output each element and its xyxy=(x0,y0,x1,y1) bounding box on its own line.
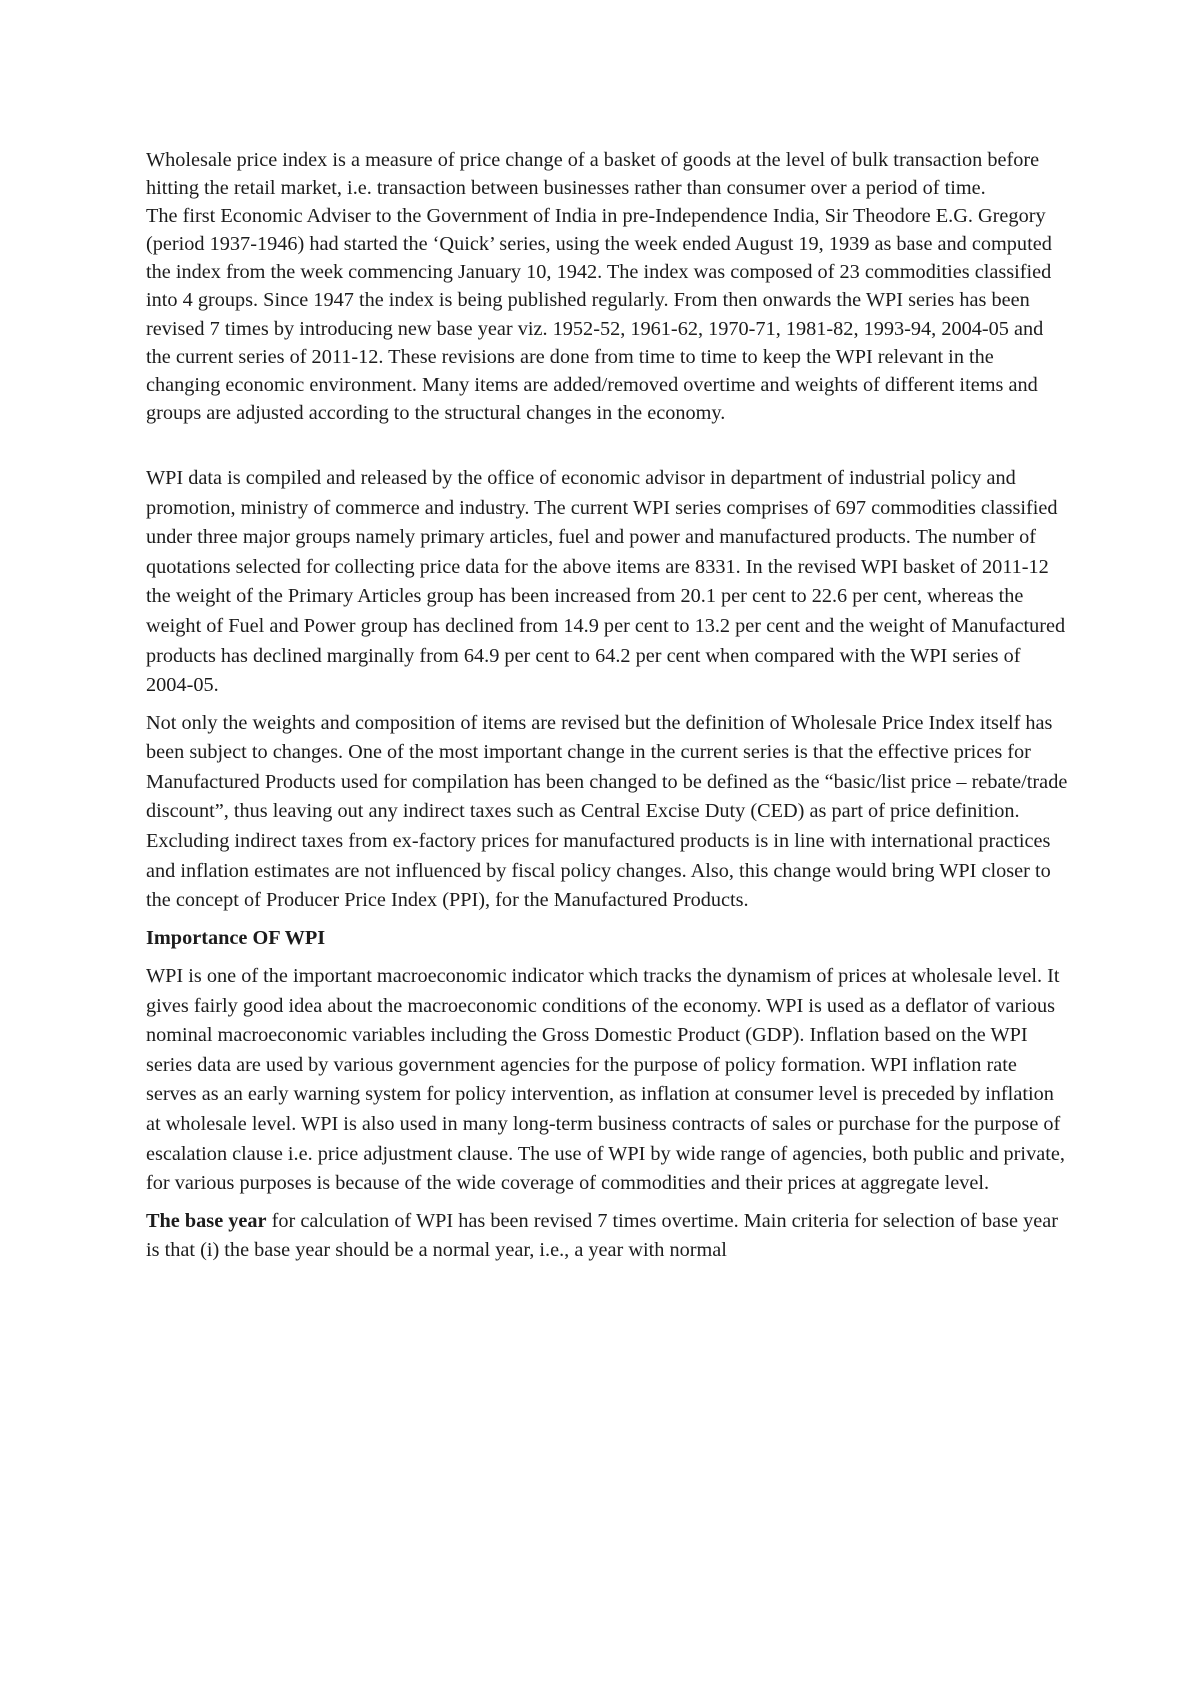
paragraph-wpi-definition: Wholesale price index is a measure of price change of a basket of goods at the level of bulk transaction before hitting the retail market, i.e. transaction between businesses rather than consumer over a period of time. xyxy=(146,149,1040,200)
paragraph-wpi-definition-changes: Not only the weights and composition of items are revised but the definition of Wholesale Price Index itself has been subject to changes. One of the most important change in the current series is that the effective prices for Manufactured Products used for compilation has been changed to be defined as the “basic/list price – rebate/trade discount”, thus leaving out any indirect taxes such as Central Excise Duty (CED) as part of price definition. Excluding indirect taxes from ex-factory prices for manufactured products is in line with international practices and inflation estimates are not influenced by fiscal policy changes. Also, this change would bring WPI closer to the concept of Producer Price Index (PPI), for the Manufactured Products. xyxy=(146,711,1068,912)
base-year-lead: The base year xyxy=(146,1209,267,1232)
section-heading-importance: Importance OF WPI xyxy=(146,926,326,949)
paragraph-base-year xyxy=(146,1207,1068,1266)
paragraph-wpi-history: The first Economic Adviser to the Government of India in pre-Independence India, Sir Theodore E.G. Gregory (period 1937-1946) had started the ‘Quick’ series, using the week ended August 19, 1939 as base and computed the index from the week commencing January 10, 1942. The index was composed of 23 commodities classified into 4 groups. Since 1947 the index is being published regularly. From then onwards the WPI series has been revised 7 times by introducing new base year viz. 1952-52, 1961-62, 1970-71, 1981-82, 1993-94, 2004-05 and the current series of 2011-12. These revisions are done from time to time to keep the WPI relevant in the changing economic environment. Many items are added/removed overtime and weights of different items and groups are adjusted according to the structural changes in the economy. xyxy=(146,205,1052,424)
document-body xyxy=(146,146,1068,1266)
base-year-text: for calculation of WPI has been revised 7 times overtime. Main criteria for selection of base year is that (i) the base year should be a normal year, i.e., a year with normal xyxy=(146,1209,1058,1262)
paragraph-wpi-compilation: WPI data is compiled and released by the office of economic advisor in department of industrial policy and promotion, ministry of commerce and industry. The current WPI series comprises of 697 commodities classified under three major groups namely primary articles, fuel and power and manufactured products. The number of quotations selected for collecting price data for the above items are 8331. In the revised WPI basket of 2011-12 the weight of the Primary Articles group has been increased from 20.1 per cent to 22.6 per cent, whereas the weight of Fuel and Power group has declined from 14.9 per cent to 13.2 per cent and the weight of Manufactured products has declined marginally from 64.9 per cent to 64.2 per cent when compared with the WPI series of 2004-05. xyxy=(146,466,1066,697)
paragraph-wpi-importance: WPI is one of the important macroeconomic indicator which tracks the dynamism of prices at wholesale level. It gives fairly good idea about the macroeconomic conditions of the economy. WPI is used as a deflator of various nominal macroeconomic variables including the Gross Domestic Product (GDP). Inflation based on the WPI series data are used by various government agencies for the purpose of policy formation. WPI inflation rate serves as an early warning system for policy intervention, as inflation at consumer level is preceded by inflation at wholesale level. WPI is also used in many long-term business contracts of sales or purchase for the purpose of escalation clause i.e. price adjustment clause. The use of WPI by wide range of agencies, both public and private, for various purposes is because of the wide coverage of commodities and their prices at aggregate level. xyxy=(146,964,1065,1195)
